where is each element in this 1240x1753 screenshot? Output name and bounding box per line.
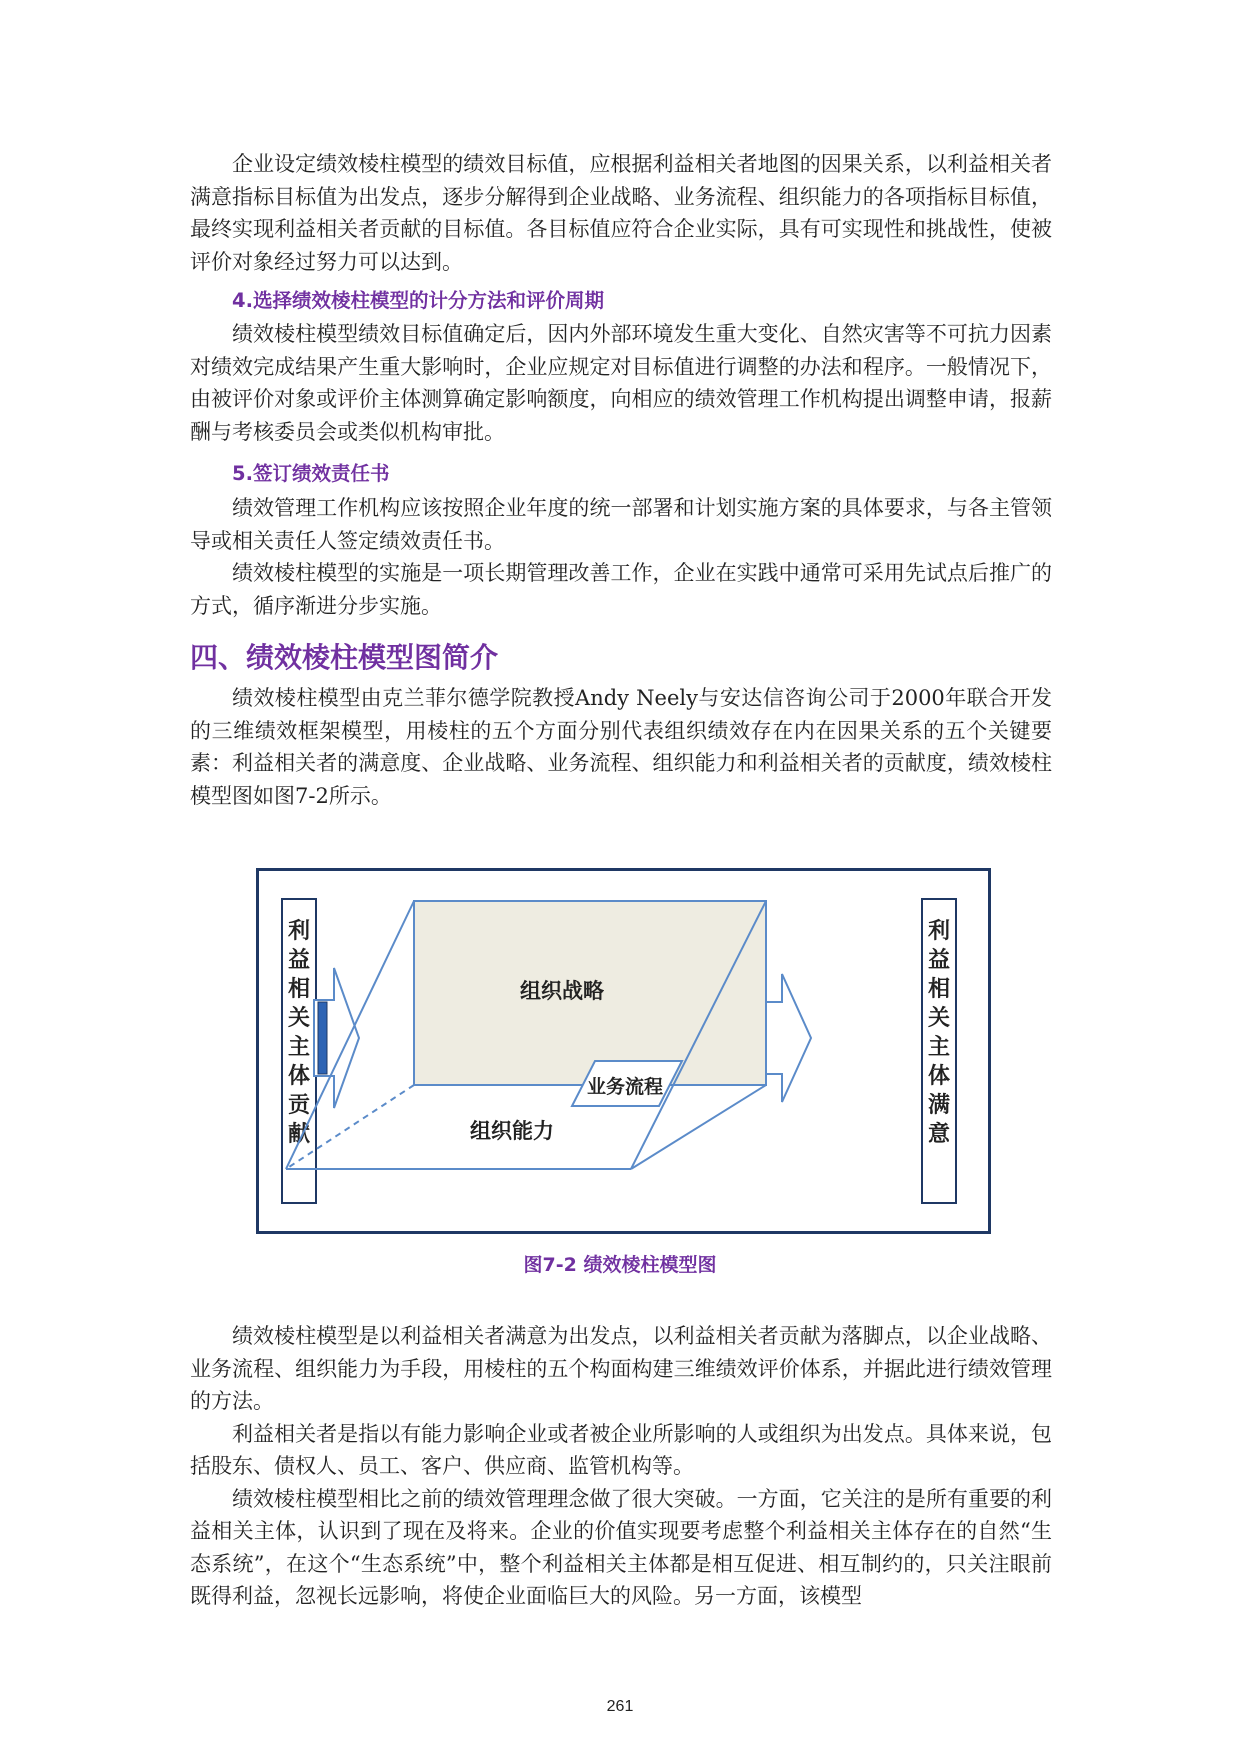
right-label-char: 益 xyxy=(927,948,951,973)
left-label-char: 相 xyxy=(287,977,311,1002)
left-label-char: 贡 xyxy=(287,1093,311,1118)
right-label-char: 主 xyxy=(927,1035,951,1060)
paragraph: 利益相关者是指以有能力影响企业或者被企业所影响的人或组织为出发点。具体来说，包括股东、债权人、员工、客户、供应商、监管机构等。 xyxy=(190,1421,1052,1478)
paragraph: 绩效棱柱模型是以利益相关者满意为出发点，以利益相关者贡献为落脚点，以企业战略、业务流程、组织能力为手段，用棱柱的五个构面构建三维绩效评价体系，并据此进行绩效管理的方法。 xyxy=(190,1324,1052,1413)
paragraph: 绩效棱柱模型绩效目标值确定后，因内外部环境发生重大变化、自然灾害等不可抗力因素对绩效完成结果产生重大影响时，企业应规定对目标值进行调整的办法和程序。一般情况下，由被评价对象或评价主体测算确定影响额度，向相应的绩效管理工作机构提出调整申请，报薪酬与考核委员会或类似机构审批。 xyxy=(190,322,1052,444)
paragraph: 绩效棱柱模型的实施是一项长期管理改善工作，企业在实践中通常可采用先试点后推广的方式，循序渐进分步实施。 xyxy=(190,561,1052,618)
left-label-char: 利 xyxy=(287,919,311,944)
process-label: 业务流程 xyxy=(586,1076,664,1098)
strategy-label: 组织战略 xyxy=(520,979,604,1003)
right-label-char: 意 xyxy=(927,1122,951,1147)
left-label-char: 益 xyxy=(287,948,311,973)
left-label-char: 关 xyxy=(287,1006,311,1031)
body-text-bottom xyxy=(190,1320,1052,1613)
paragraph: 绩效棱柱模型由克兰菲尔德学院教授Andy Neely与安达信咨询公司于2000年联合开发的三维绩效框架模型，用棱柱的五个方面分别代表组织绩效存在内在因果关系的五个关键要素：利益相关者的满意度、企业战略、业务流程、组织能力和利益相关者的贡献度，绩效棱柱模型图如图7-2所示。 xyxy=(190,686,1052,808)
right-label-char: 关 xyxy=(927,1006,951,1031)
capability-label: 组织能力 xyxy=(470,1119,554,1143)
paragraph: 绩效管理工作机构应该按照企业年度的统一部署和计划实施方案的具体要求，与各主管领导或相关责任人签定绩效责任书。 xyxy=(190,496,1052,553)
paragraph: 绩效棱柱模型相比之前的绩效管理理念做了很大突破。一方面，它关注的是所有重要的利益相关主体，认识到了现在及将来。企业的价值实现要考虑整个利益相关主体存在的自然“生态系统”，在这个“生态系统”中，整个利益相关主体都是相互促进、相互制约的，只关注眼前既得利益，忽视长远影响，将使企业面临巨大的风险。另一方面，该模型 xyxy=(190,1486,1052,1608)
subheading-4: 4.选择绩效棱柱模型的计分方法和评价周期 xyxy=(232,289,604,312)
subheading-5: 5.签订绩效责任书 xyxy=(232,462,390,485)
subsection-4 xyxy=(190,285,1052,448)
left-label-char: 体 xyxy=(287,1064,311,1089)
left-label-char: 主 xyxy=(287,1035,311,1060)
section-title: 四、绩效棱柱模型图简介 xyxy=(190,641,499,674)
body-text-top xyxy=(190,148,1052,278)
right-label-char: 利 xyxy=(927,919,951,944)
figure-caption: 图7-2 绩效棱柱模型图 xyxy=(523,1254,717,1276)
performance-prism-figure xyxy=(256,868,991,1234)
section-4 xyxy=(190,638,1052,812)
paragraph: 企业设定绩效棱柱模型的绩效目标值，应根据利益相关者地图的因果关系，以利益相关者满意指标目标值为出发点，逐步分解得到企业战略、业务流程、组织能力的各项指标目标值，最终实现利益相关者贡献的目标值。各目标值应符合企业实际，具有可实现性和挑战性，使被评价对象经过努力可以达到。 xyxy=(190,152,1052,274)
left-label-char: 献 xyxy=(287,1122,311,1147)
subsection-5 xyxy=(190,458,1052,622)
prism-diagram xyxy=(256,868,991,1234)
right-label-char: 满 xyxy=(927,1093,951,1118)
page-number: 261 xyxy=(606,1698,634,1715)
right-label-char: 相 xyxy=(927,977,951,1002)
right-label-char: 体 xyxy=(927,1064,951,1089)
